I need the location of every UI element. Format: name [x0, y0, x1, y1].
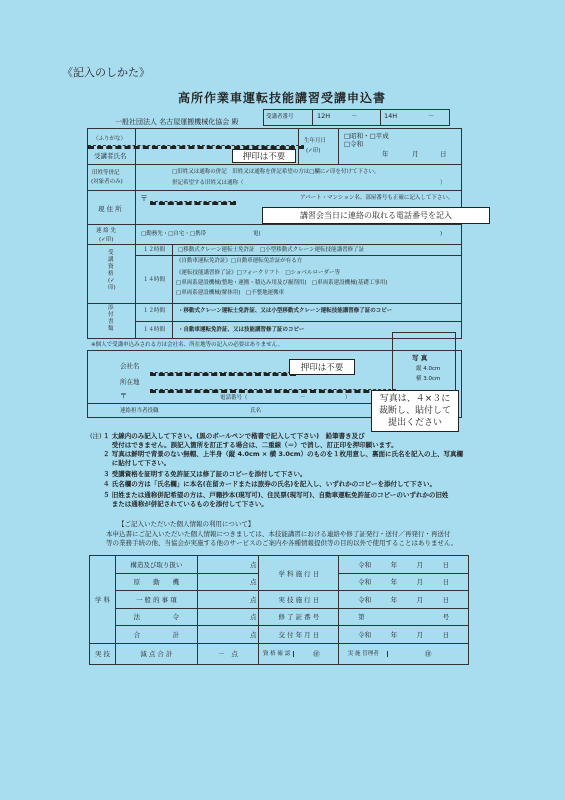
table-row [90, 643, 469, 664]
company-phone-close: ） [345, 395, 351, 401]
score-cell[interactable]: 点 [197, 608, 259, 626]
note-line: ２ 写真は鮮明で背景のない無帽、上半身（縦 4.0cm × 横 3.0cm）のものを１枚用意し、裏面に氏名を記入の上、写真欄 [103, 450, 464, 458]
attach-14h-text: ・自動車運転免許証、又は技能講習修了証のコピー [178, 327, 305, 333]
receipt-label: 受講者番号 [266, 114, 294, 120]
photo-width: 横 3.0cm [416, 376, 441, 382]
company-phone-dash: － [300, 395, 306, 401]
company-contact-title: 連絡担当者役職 [120, 408, 159, 414]
photo-title: 写 真 [412, 354, 428, 362]
company-postal-mark: 〒 [120, 392, 127, 400]
score-cell[interactable]: 点 [197, 626, 259, 644]
privacy-line: 等の業務手続の他、当協会が実施する他のサービスのご案内や各種情報提供等の目的以外で使用することはありません。 [106, 539, 458, 547]
furigana-label: （ふりがな） [93, 136, 127, 142]
deduction-value[interactable]: － 点 [197, 643, 259, 664]
seal-not-required-note: 押印は不要 [232, 149, 296, 163]
name-label: 受講者氏名 [94, 152, 127, 160]
note-line: ５ 旧姓または通称併記希望の方は、戸籍抄本(現写可)、住民票(現写可)、自動車運転免許証のコピーのいずれかの旧姓 [103, 491, 449, 499]
photo-height: 縦 4.0cm [416, 366, 441, 372]
contact-options[interactable]: □勤務先・□自宅・□携帯 [141, 231, 207, 237]
office-use-table [89, 555, 469, 665]
company-name-label: 会社名 [120, 362, 140, 370]
photo-instruction-note [371, 390, 459, 432]
manager-label: 実 施 管理者 [339, 651, 388, 657]
qual-14h-line1[interactable]: 《自動車運転免許証》□自動車運転免許証が有る方 [176, 258, 303, 264]
info-value[interactable]: 令和 年 月 日 [339, 626, 469, 644]
company-contact-name: 氏名 [250, 408, 262, 414]
note-line: １ 太線内のみ記入して下さい。(黒のボールペンで楷書で記入して下さい) 鉛筆書き及び [103, 432, 365, 440]
phone-number-note: 講習会当日に連絡の取れる電話番号を記入 [262, 207, 490, 224]
info-label: 交 付 年 月 日 [259, 626, 339, 644]
score-cell[interactable]: 点 [197, 591, 259, 609]
seal-mark: ㊞ [313, 650, 320, 658]
company-phone-label: 電話番号（ [220, 395, 248, 401]
info-value[interactable]: 令和 年 月 日 [339, 556, 469, 574]
company-location-label: 所在地 [120, 378, 140, 386]
table-row [90, 591, 469, 609]
info-label: 実 技 施 行 日 [259, 591, 339, 609]
receipt-code1: 12H [317, 112, 331, 120]
table-row [90, 626, 469, 644]
info-value[interactable]: 令和 年 月 日 [339, 591, 469, 609]
address-label: 現 住 所 [98, 205, 122, 213]
photo-instruction-line3: 提出ください [387, 418, 442, 428]
receipt-code2: 14H [384, 112, 398, 120]
info-label: 修 了 証 番 号 [259, 608, 339, 626]
organization: 一般社団法人 名古屋運搬機械化協会 殿 [115, 118, 239, 126]
dob-era-options[interactable]: □昭和・□平成 [344, 132, 389, 140]
contact-label2: (✓印) [99, 237, 114, 243]
receipt-dash2: － [428, 112, 435, 120]
old-name-label2: (対象者のみ) [91, 179, 123, 185]
attach-12h-text: ・移動式クレーン運転士免許証、又は小型移動式クレーン運転技能講習修了証のコピー [178, 308, 393, 314]
table-row [90, 556, 469, 574]
old-name-field-label: 併記希望する旧姓又は通称（ [172, 180, 244, 186]
manager-check [339, 643, 469, 664]
qual-12h-label: １２時間 [143, 247, 166, 253]
photo-instruction-line2: 裁断し、貼付して [378, 406, 451, 416]
score-label: 構造及び取り扱い [115, 556, 197, 574]
note-line: ４ 氏名欄の方は「氏名欄」に本名(在留カードまたは旅券の氏名)を記入し、いずれかのコピーを添付して下さい。 [103, 480, 436, 488]
dob-era-reiwa[interactable]: □令和 [344, 140, 364, 148]
seal-not-required-note-2: 押印は不要 [289, 359, 355, 375]
header-label: 《記入のしかた》 [62, 66, 150, 79]
attachment-label: 添付書類 [108, 305, 114, 332]
info-value[interactable]: 第 号 [339, 608, 469, 626]
privacy-line: 本申込書にご記入いただいた個人情報につきましては、本技能講習における連絡や修了証発行・送付／再発行・再送付 [106, 530, 451, 538]
receipt-dash1: － [351, 112, 358, 120]
dob-label1: 生年月日 [304, 138, 327, 144]
old-name-label1: 旧姓等併記 [92, 170, 120, 176]
note-line: に貼付して下さい。 [103, 459, 171, 467]
notes-head: (注) [90, 432, 102, 440]
seal-mark: ㊞ [424, 650, 432, 658]
attach-14h-label: １４時間 [143, 327, 166, 333]
note-line: ３ 受講資格を証明する免許証又は修了証のコピーを添付して下さい。 [103, 470, 307, 478]
contact-tel: 電( [253, 231, 261, 237]
privacy-title: 【ご記入いただいた個人情報の利用について】 [118, 520, 255, 528]
dob-label2: (✓印) [306, 148, 321, 154]
jitsugi-label: 実 技 [90, 643, 116, 664]
info-label: 学 科 施 行 日 [259, 556, 339, 591]
qualification-check [259, 643, 339, 664]
old-name-close: ） [440, 180, 446, 186]
note-line: または通称が併記されているものを添付して下さい。 [103, 500, 268, 508]
info-value[interactable]: 令和 年 月 日 [339, 573, 469, 591]
dob-month: 月 [412, 150, 419, 158]
qual-12h-options[interactable]: □移動式クレーン運転士免許証 □小型移動式クレーン運転技能講習修了証 [178, 247, 365, 253]
address-hint: アパート・マンション名、部屋番号も正確に記入して下さい。 [300, 195, 454, 201]
attach-12h-label: １２時間 [143, 308, 166, 314]
score-cell[interactable]: 点 [197, 573, 259, 591]
score-label: 一 般 的 事 項 [115, 591, 197, 609]
contact-label1: 連 絡 先 [96, 228, 116, 234]
form-title: 高所作業車運転技能講習受講申込書 [178, 91, 387, 105]
qual-14h-line4[interactable]: □車両系建設機械(解体用) □不整地運搬車 [176, 290, 285, 296]
qualification-check-label: 資 格 確 認 [259, 651, 294, 657]
score-label: 法 令 [115, 608, 197, 626]
postal-mark: 〒 [140, 194, 148, 203]
contact-close: ) [440, 231, 443, 237]
dob-day: 日 [440, 150, 447, 158]
qualification-label: 受講資格(✓印) [108, 250, 116, 291]
dob-year: 年 [382, 150, 389, 158]
qual-14h-label: １４時間 [143, 277, 166, 283]
photo-instruction-line1: 写真は、４×３に [379, 394, 451, 404]
score-label: 原 動 機 [115, 573, 197, 591]
score-cell[interactable]: 点 [197, 556, 259, 574]
note-line: 受付はできません。誤記入箇所を訂正する場合は、二重線（＝）で消し、訂正印を押印願います。 [103, 441, 398, 449]
qual-14h-line2[interactable]: 《運転技能講習修了証》□フォークリフト □ショベルローダー等 [176, 270, 341, 276]
qual-14h-line3[interactable]: □車両系建設機械(整地・運搬・積込み用及び掘削用) □車両系建設機械(基礎工事用) [176, 280, 388, 286]
deduction-label: 減 点 合 計 [115, 643, 197, 664]
score-label: 合 計 [115, 626, 197, 644]
company-note: ※個人で受講申込みされる方は会社名、所在地等の記入の必要はありません。 [91, 342, 283, 348]
gakka-label: 学 科 [90, 556, 116, 644]
table-row [90, 608, 469, 626]
old-name-checkbox-text[interactable]: □旧姓又は通称の併記 旧姓又は通称を併記希望の方は□欄に✓印を付けて下さい。 [172, 169, 380, 175]
